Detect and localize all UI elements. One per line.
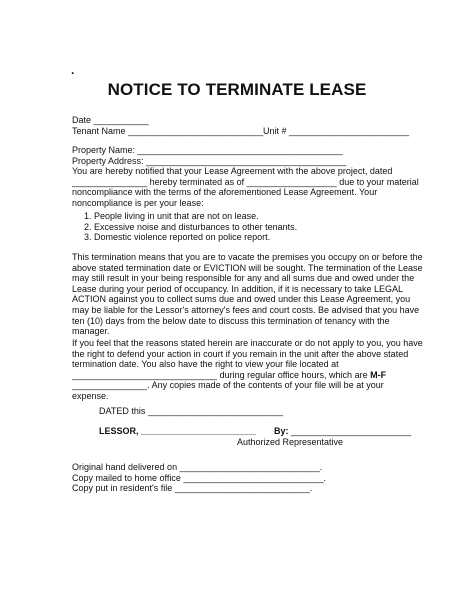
tenant-name-field: Tenant Name ___________________________ [72,125,264,136]
termination-paragraph [72,252,423,337]
document-title: NOTICE TO TERMINATE LEASE [107,80,367,99]
defense-line: expense. [72,390,109,401]
property-address-field: Property Address: ________________________________________ [72,155,347,166]
defense-line [72,370,412,381]
termination-line: manager. [72,326,110,337]
intro-line: noncompliance with the terms of the aforementioned Lease Agreement. Your [72,187,378,198]
reasons-list [72,211,424,243]
date-field: Date ___________ [72,115,149,125]
office-hours-days: M-F [370,369,387,380]
termination-line: ten (10) days from the below date to discuss this termination of tenancy with the [72,315,390,326]
delivery-block [72,462,412,494]
property-name-field: Property Name: _________________________________________ [72,145,343,155]
list-item: 2. Excessive noise and disturbances to other tenants. [84,221,298,232]
intro-line: You are hereby notified that your Lease Agreement with the above project, dated [72,166,393,176]
termination-line: above stated termination date or EVICTION will be sought. The termination of the Lease [72,262,423,273]
delivery-line: Original hand delivered on ____________________________. [72,462,323,472]
defense-line: If you feel that the reasons stated herein are inaccurate or do not apply to you, you have [72,338,423,348]
termination-line: may still result in your being responsible for any and all sums due and owed under the [72,273,415,284]
termination-line: This termination means that you are to vacate the premises you occupy on or before the [72,252,423,262]
defense-line: _______________. Any copies made of the contents of your file will be at your [72,380,384,391]
list-item: 3. Domestic violence reported on police report. [84,232,271,243]
by-label: By: [274,426,289,436]
list-item: 1. People living in unit that are not on lease. [84,211,259,221]
intro-line: noncompliance is per your lease: [72,197,204,208]
defense-line: termination date. You also have the right to view your file located at [72,359,339,370]
termination-line: Lease during your period of occupancy. In addition, if it is necessary to take LEGAL [72,283,404,294]
defense-line: the right to defend your action in court if you remain in the unit after the above stated [72,348,409,359]
termination-line: ACTION against you to collect sums due and owed under this Lease Agreement, you [72,294,411,305]
by-signature-line: ________________________ [288,426,412,436]
page-mark: . [71,63,75,77]
dated-field: DATED this ___________________________ [99,406,283,416]
delivery-line: Copy mailed to home office ____________________________. [72,472,327,483]
unit-field: Unit # ________________________ [263,125,410,136]
lessor-field: LESSOR, _______________________ [99,426,257,436]
by-field [274,426,411,437]
defense-line-text: _____________________________ during regular office hours, which are [72,369,371,380]
termination-line: may be liable for the Lessor's attorney's fees and court costs. Be advised that you have [72,304,420,315]
intro-line: _______________ hereby terminated as of __________________ due to your material [72,176,419,187]
delivery-line: Copy put in resident's file ___________________________. [72,483,313,494]
defense-paragraph [72,338,423,402]
intro-paragraph [72,166,419,208]
authorized-representative-label: Authorized Representative [237,436,344,447]
